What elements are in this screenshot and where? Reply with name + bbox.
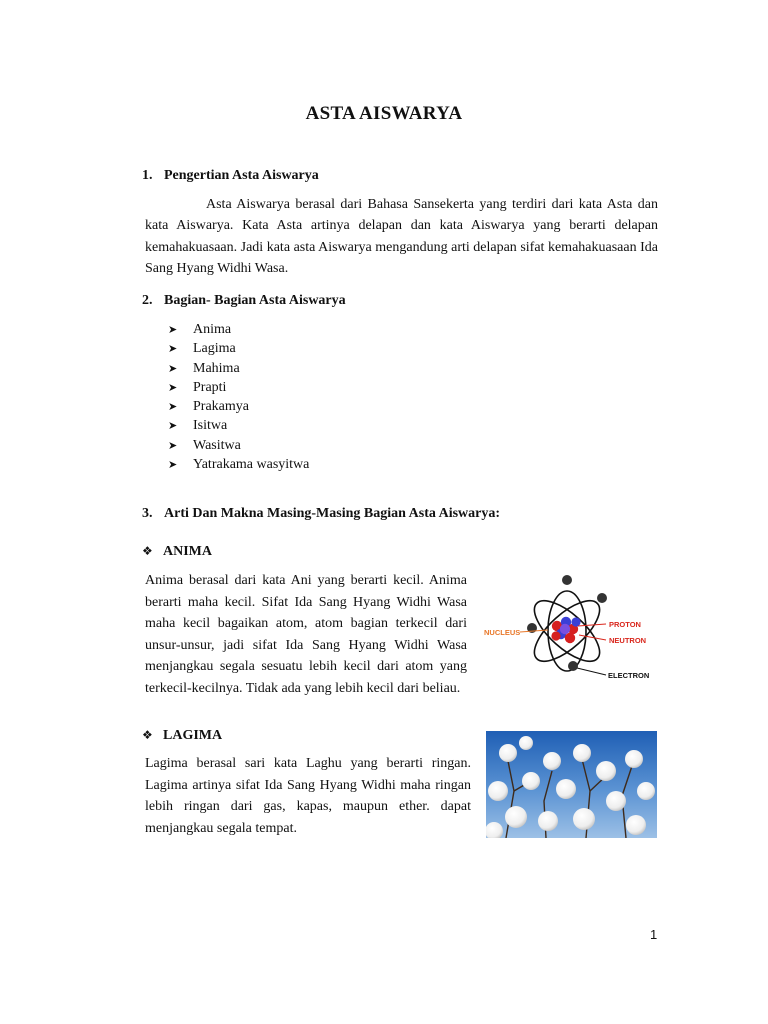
section-2-title: Bagian- Bagian Asta Aiswarya [164,293,346,308]
lagima-paragraph [145,753,471,839]
section-1-number: 1. [142,168,153,183]
bagian-list [168,320,309,474]
list-item: ➤ Wasitwa [168,436,309,455]
lagima-title: LAGIMA [163,728,223,743]
section-2-heading [142,293,346,309]
list-item: ➤ Mahima [168,359,309,378]
list-item: ➤ Prakamya [168,397,309,416]
arrow-right-icon: ➤ [168,400,178,414]
anima-heading [142,544,212,560]
section-3-title: Arti Dan Makna Masing-Masing Bagian Asta Aiswarya: [164,506,501,521]
arrow-right-icon: ➤ [168,342,178,356]
electron-label: ELECTRON [608,671,650,680]
anima-text: Anima berasal dari kata Ani yang berarti kecil. Anima berarti maha kecil. Sifat Ida Sang Hyang Widhi Wasa maha kecil bagaikan atom, atom bagian terkecil dari unsur-unsur, jadi sifat Ida Sang Hyang Widhi Wasa menjangkau segala sesuatu lebih kecil dari atom yang terkecil-kecilnya. Tidak ada yang lebih kecil dari beliau. [145,573,467,696]
nucleus-label: NUCLEUS [484,628,521,637]
section-1-paragraph [145,194,658,279]
anima-paragraph [145,570,467,699]
section-3-heading [142,506,500,522]
section-3-number: 3. [142,506,153,521]
section-1-heading [142,168,319,184]
atom-diagram [482,568,652,696]
arrow-right-icon: ➤ [168,323,178,336]
arrow-right-icon: ➤ [168,438,178,452]
page-title: ASTA AISWARYA [305,103,463,124]
nucleus-icon [551,617,580,643]
arrow-right-icon: ➤ [168,380,178,394]
diamond-icon: ❖ [142,728,153,742]
cotton-photo [486,731,657,838]
list-item: ➤ Yatrakama wasyitwa [168,455,309,474]
neutron-label: NEUTRON [609,636,647,645]
arrow-right-icon: ➤ [168,419,178,433]
section-1-text: Asta Aiswarya berasal dari Bahasa Sansekerta yang terdiri dari kata Asta dan kata Aiswarya. Kata Asta artinya delapan dan kata Aiswarya yang berarti delapan kemahakuasaan. Jadi kata asta Aiswarya mengandung arti delapan sifat kemahakuasaan Ida Sang Hyang Widhi Wasa. [145,197,658,276]
lagima-heading [142,728,222,744]
diamond-icon: ❖ [142,544,153,558]
arrow-right-icon: ➤ [168,361,178,375]
proton-label: PROTON [609,620,641,629]
section-1-title: Pengertian Asta Aiswarya [164,168,319,183]
list-item: ➤ Prapti [168,378,309,397]
list-item: ➤ Anima [168,320,309,339]
lagima-text: Lagima berasal sari kata Laghu yang berarti ringan. Lagima artinya sifat Ida Sang Hyang Widhi maha ringan lebih ringan dari gas, kapas, maupun ether. dapat menjangkau segala tempat. [145,756,471,836]
arrow-right-icon: ➤ [168,458,178,472]
list-item: ➤ Lagima [168,339,309,358]
page-number: 1 [650,927,658,942]
list-item: ➤ Isitwa [168,416,309,435]
section-2-number: 2. [142,293,153,308]
anima-title: ANIMA [163,544,212,559]
